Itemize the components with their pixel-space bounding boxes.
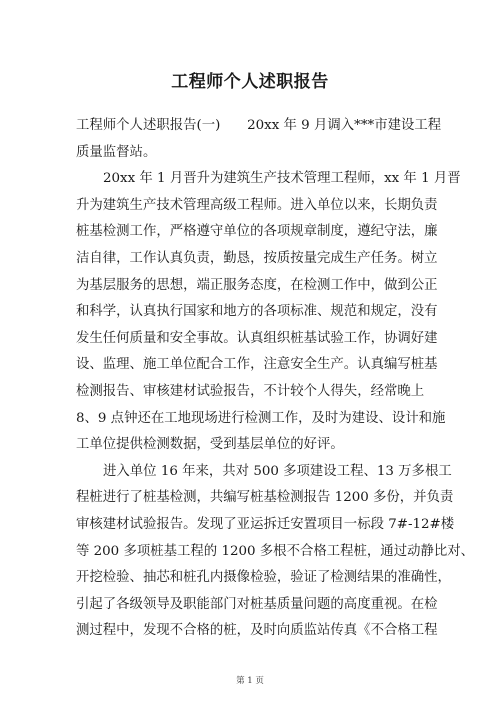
text-line: 审核建材试验报告。发现了亚运拆迁安置项目一标段 7#-12#楼 — [76, 516, 455, 532]
page-number: 第 1 页 — [236, 676, 264, 686]
text-line: 洁自律，工作认真负责，勤恳，按质按量完成生产任务。树立 — [76, 250, 438, 266]
text-line: 工程师个人述职报告(一) 20xx 年 9 月调入***市建设工程 — [76, 118, 442, 133]
text-line: 8、9 点钟还在工地现场进行检测工作，及时为建设、设计和施 — [76, 410, 446, 426]
text-line: 质量监督站。 — [76, 144, 157, 160]
text-line: 20xx 年 1 月晋升为建筑生产技术管理工程师，xx 年 1 月晋 — [103, 171, 461, 187]
text-line: 为基层服务的思想，端正服务态度，在检测工作中，做到公正 — [76, 277, 438, 293]
text-line: 桩基检测工作，严格遵守单位的各项规章制度，遵纪守法，廉 — [76, 224, 438, 240]
text-line: 检测报告、审核建材试验报告，不计较个人得失，经常晚上 — [76, 383, 425, 399]
text-line: 等 200 多项桩基工程的 1200 多根不合格工程桩，通过动静比对、 — [76, 543, 475, 559]
text-line: 工单位提供检测数据，受到基层单位的好评。 — [76, 437, 344, 453]
document-title: 工程师个人述职报告 — [171, 72, 329, 92]
text-line: 开挖检验、抽芯和桩孔内摄像检验，验证了检测结果的准确性， — [76, 570, 451, 586]
text-line: 设、监理、施工单位配合工作，注意安全生产。认真编写桩基 — [76, 357, 438, 373]
text-line: 升为建筑生产技术管理高级工程师。进入单位以来，长期负责 — [76, 197, 438, 213]
text-line: 发生任何质量和安全事故。认真组织桩基试验工作，协调好建 — [76, 330, 438, 346]
text-line: 和科学，认真执行国家和地方的各项标准、规范和规定，没有 — [76, 304, 438, 320]
document-body — [76, 113, 475, 645]
text-line: 程桩进行了桩基检测，共编写桩基检测报告 1200 多份，并负责 — [76, 490, 454, 506]
text-line: 测过程中，发现不合格的桩，及时向质监站传真《不合格工程 — [76, 623, 438, 639]
text-line: 引起了各级领导及职能部门对桩基质量问题的高度重视。在检 — [76, 596, 438, 612]
text-line: 进入单位 16 年来，共对 500 多项建设工程、13 万多根工 — [103, 463, 452, 479]
